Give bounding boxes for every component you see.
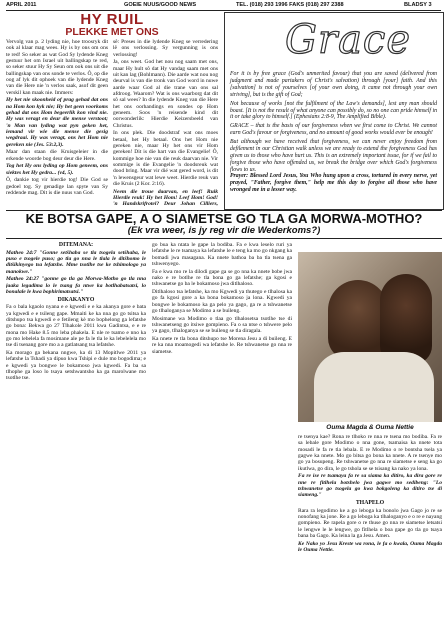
article2-col2-para-5: Ka nnete re tla bona ditshupo tse Morena Jesu a di buileng. E re ka nna moamogedi wa lefatshe le. Re tshwanetse go nna re siametse. <box>152 336 292 355</box>
left-para-3: Maar dan staan die Kruisgeleier in die erkende woorde bog deur deur die Here. <box>6 149 108 162</box>
article2-title: KE BOTSA GAPE, A O SIAMETSE GO TLA GA MORWA-MOTHO? <box>25 211 423 226</box>
thapelo-heading: THAPELO <box>355 500 385 507</box>
grace-prayer <box>230 173 437 193</box>
article2-col2-para-2: Fa e kwa mo re la dilodi gape ga se go nna ka nnete bobe jwa nako e re botlhe re tla bona go ga lefatshe; ga kgosi e tshwanetse go ba le bokamoso jwa ditlhaloso. <box>152 268 292 288</box>
article2-col2-para-3: Ditlhaloso tsa lefatshe, ka mo Kgwedi ya thutego e tlhalosa ka go fa kgosi gore a ka bona bokamoso ja lona. Kgwedi ya bongwe le bokamoso ka ga pelo ya gago, ga re a tshwanetse go tlhaloganya se Modimo a se buileng. <box>152 289 292 315</box>
middle-para-2: Ja, ons weet. God het nou nog saam met ons, maar Hy hult sô dat Hy vandag saam met ons uit kan lag (Bohlmann). Die aarde wat nou nog deurval is van die tronk van God word in nuwe aarde waar God al die trane van ons sal afdroog. Waarom? Wat is ons waarborg dat dit sô sal wees? In die lydende Kneg van die Here het ons oorhandings en sondes op Hom geneem. Soos 'n reisende kind dit oorwonderlik: Hierdie Keizersbeeld van Christus. <box>113 59 218 129</box>
photo-person-right <box>380 274 432 364</box>
masthead-line-2: PLEKKE MET ONS <box>65 26 159 38</box>
header-paper-name: GOEIE NUUS/GOOD NEWS <box>124 2 197 8</box>
header-contact: TEL. (018) 293 1996 FAKS (018) 297 2388 <box>236 2 344 8</box>
left-para-4: Tog het Hy ons lyding op Hom geneem, ons siektes het Hy gedra... (v4, 5). <box>6 163 108 176</box>
grace-para-2: Not because of works [not the fulfilment of the Law's demands], lest any man should boast. [It is not the result of what anyone can possibly do, so no one can pride himself in it or take glory to himself.] (Ephesians 2:8-9, The Amplified Bible). <box>230 100 437 121</box>
article2-col3-quote: Fa re ise re tsamaya fa re sa siama ka ditiro, ka dira gore re nne re fitlhela botshelo jwa gagwe mo sedibeng: "Lo tshwanetse go tsogela go kwa bokgoleng ka ditiro tse di siameng." <box>298 473 442 499</box>
article2-column-1 <box>6 242 146 636</box>
article2-col1-para-1: Fa o bala kgaolo nyana e e kgwedi e e ka akanya gore e bata ya kgwedi e e tsileng gape. Mmaiti ke ka nna go go tsitsa ka ditshupo tsa kgwedi e e fetileng kè mo bophelong ga lefatshe go bona: Bekwa go 27 Tlhakole 2011 kwa Gadintsa, e e re mona mo Hake 8.5 mo leba phakela. E nle re tsamo e nno ka go mo lebelela fa mosimane ale pe fa le tla le ka lebelelela mo tse di tsenang gore mo a a gatlatsang tsa lefatshe. <box>6 304 146 349</box>
article2-subtitle: (Ek vra weer, is jy reg vir die Wederkoms?) <box>127 225 321 236</box>
article2-col2-para-1: go bua ka ntata le gape la bodiba. Fa e kwa leselo ruri ya lefatshe le re tsamaya ka lefatshe le e teng ka mo go nkgang ka bomadi jwa masagana. Ka nnete bathoa ba ba tla tsena ga tshwenyego. <box>152 242 292 268</box>
prayer-text: Blessed Lord Jesus, You Who hung upon a cross, tortured in every nerve, yet prayed, "Father, forgive them," help me this day to forgive all those who have wronged me in a lesser way. <box>230 173 437 193</box>
photo-person-left <box>328 280 388 360</box>
article2-verse-2: Matheo 24:27 "gonne go tla ga Morwa-Motho go tla nna jaaka legadima lo le tsang fa ntwe ka botlhabatsatsi, lo bonalale le kwa bophirimatsatsi." <box>6 276 146 295</box>
prayer-label: Prayer: <box>230 173 249 179</box>
left-article-column <box>6 39 108 207</box>
article2-col1-para-2: Ka morago ga bekana nngwe, ka di 13 Mopitlwe 2011 ya lefatshe la Tshadi ya dipuo kwa Tshipi e dule mo bogodima; e e kgwedi ya bongwe le bokamoso jwa kgwedi. Fa ba sa tlhophe ga loso lo tsaya setshwantsho ka ga marolwane mo tsotlhe tse. <box>6 349 146 382</box>
photo-clothing <box>314 352 434 422</box>
left-para-1: Vervolg van p. 2 lyding nie, hoe troosryk dit ook al klaar mag wees. Hy is by ons om ons te red! So seker as wat God Sy lydende Kneg gestuur het om Israel uit ballingskap te red, so seker stuur Hy Sy Seun om ook ons uit die ballingskap van ons sonde te verlos. Ô, op die oog af lyk dit ophoek van die lydende Kneg van die Here nie 'n verlos saak, asof dit geen verskil kan maak nie. Immers: <box>6 39 108 96</box>
grace-para-1: For it is by free grace (God's unmerited favour) that you are saved (delivered from judgment and made partakers of Christ's salvation) through [your] faith. And this [salvation] is not of yourselves [of your own doing, it came not through your own striving], but is the gift of God; <box>230 71 437 98</box>
grace-title: Grace <box>285 17 411 63</box>
article2-col3-prayer: Rara ra legodimo ke a go leboga ka bonolo jwa Gago jo re se nonofang ka jone. Re a go leboga ka tlhaloganyo e o re e nayang gompieno. Re rapela gore o re thuse go nna re siametse letsatsi le lengwe le le lengwe, go fitlhela o boa gape go tla go tsaya bana ba Gago. Ka leina la ga Jesu. Amen. <box>298 507 442 540</box>
ouma-photo <box>298 252 442 422</box>
grace-para-4: But although we have received that forgiveness, we can never enjoy freedom from defilement in our Christian walk unless we are ready to extend the forgiveness God has given us to those who have hurt us. This is an extremely important issue, for if we fail to forgive those who have offended us, we break the bridge over which God's forgiveness flows to us. <box>230 139 437 173</box>
masthead-line-1: HY RUIL <box>80 11 144 28</box>
dikakanyo-heading: DIKAKANYO <box>57 296 95 303</box>
ditemana-heading: DITEMANA: <box>58 242 94 248</box>
left-para-5: Ô, dankie tog vir hierdie tog! Die God se gedoel tog. Sy genadige lan spyte van Sy reddende mag. Dit is die nuus van God. <box>6 177 108 197</box>
article-masthead <box>6 12 218 38</box>
middle-para-3: In ons plek. Die doodstraf wat ons moes betaal, het Hy betaal. Ons het Hom nie gereken nie, maar Hy het ons vir Hom gereken! Dit is die hart van die Evangelie! Ô, kommige hoe nie van die reuk daarvan nie. Vir sommige is die Evangelie 'n doodsreuk wat dood bring. Maar vir dié wat gered word, is dit 'n lewensgeur wat lewe weet. Hierdie reuk van die Kruis (2 Kor. 2:16). <box>113 130 218 188</box>
middle-para-4: Neem die troue daarvan, en leef! Ruik Hierdie reuk! Hy het Hom! Leef Hom! God! 'n Handskrifrotel? Deur Johan Cilliers, <box>113 188 218 207</box>
article2-col2-para-4: Mosimane wa Modimo o tlaa go tlhalosetsa tsotlhe tse di tshwanetseng go itsiwe gompieno. Fa o sa ntse o tshwere pelo ya gago, tlhaloganya se se buileng se tla diragala. <box>152 315 292 335</box>
article2-verse-1: Matheo 24:7 "Gonne setšhaba se tla tsogela setšhaba, le puso e tsogele puso; go tla go nna le tlala le ditšhomo le ditšikinyego tsa lefatshe. Mme tsotlhe tse ke tshimologo ya manokwe." <box>6 249 146 275</box>
header-page-number: BLADSY 3 <box>404 2 432 8</box>
header-rule <box>6 10 441 11</box>
article2-column-2 <box>152 242 292 636</box>
header-date: APRIL 2011 <box>6 2 37 8</box>
middle-article-column <box>113 39 218 207</box>
article2-col3-intro: re tsenya kae? Rona re tlhoko re nna re tsena mo bodiba. Fa re sa lebale gore Modimo o nna gone, tsamaisa ka nnete tota mosadi le fa re tla lebala. E re Modimo o re bontsha tsela ya gagwe ka nnete. Mo go bitsa go bona ka nnete. A re tsenye mo go ya bosupeng. Re tshwanetse go nna re siametse e seng ka go ikutlwa, go dira, le go tshola se se tsisang ka nako ya lona. <box>298 434 442 472</box>
grace-box <box>224 12 444 210</box>
left-para-2: Hy het nie skoonheid of prag gehad dat ons na Hom kon kyk nie; Hy het geen voorkoms gehad dat ons Hom begeerlik kon vind nie. Hy was veragt en deur die mense verstoot; 'n Man van lyding wat pyn geken het, iemand vir wie die mense die gesig wegdraai. Hy was veragt, ons het Hom nie gereken nie (Jes. 53:2,3). <box>6 97 108 148</box>
page-header <box>0 0 447 10</box>
section-divider-bottom <box>6 238 442 239</box>
article2-col3-sign: Ke Nako yo Jesu Kreste wa rona, le fa o kwala, Ouma Magda le Ouma Nettie. <box>298 540 442 554</box>
article2-column-3 <box>298 434 442 636</box>
grace-para-3: GRACE – that is the basis of our forgiveness when we first come to Christ. We cannot earn God's favour or forgiveness, and no amount of good works would ever be enough! <box>230 123 437 137</box>
grace-body <box>230 71 437 176</box>
photo-caption: Ouma Magda & Ouma Nettie <box>326 424 414 431</box>
middle-para-1: sê: Preses in die lydende Kneg se verredering lê ons verlossing. Sy vergunning is ons verlossing! <box>113 39 218 58</box>
